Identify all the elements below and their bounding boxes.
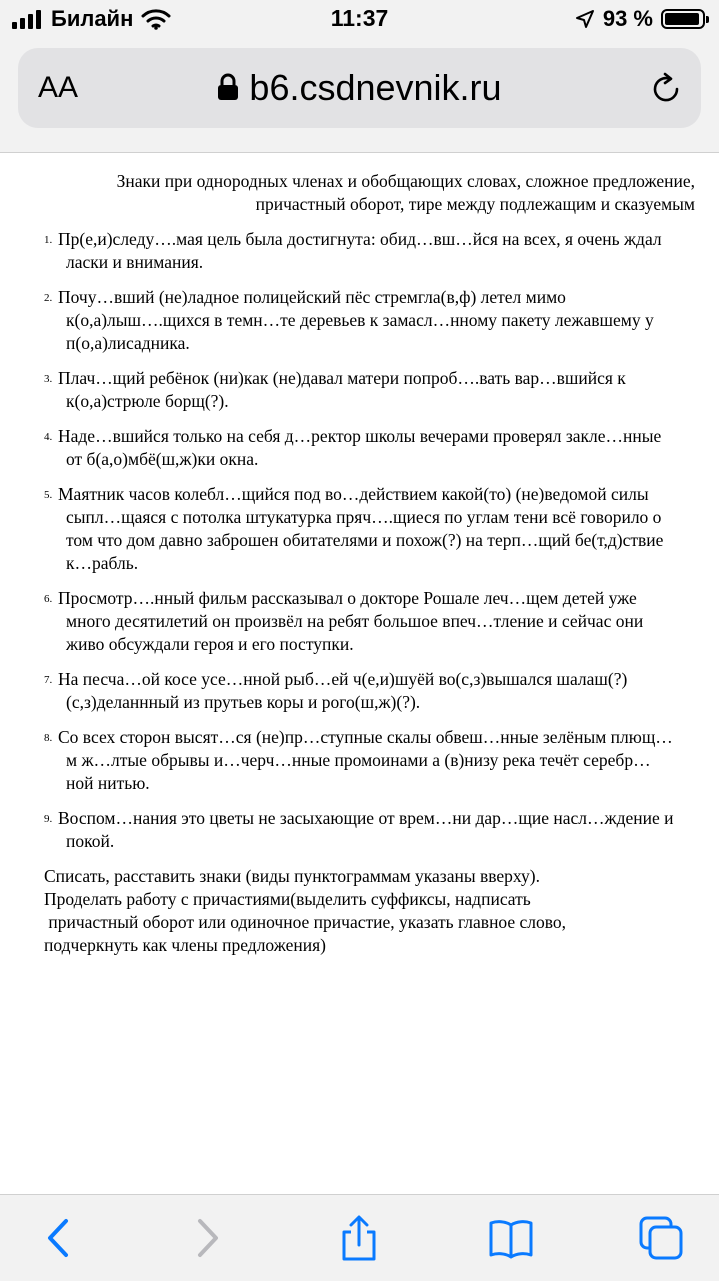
item-text: Со всех сторон высят…ся (не)пр…ступные скалы обвеш…нные зелёным плющ…м ж…лтые обрывы и…черч…нные промоинами а (в)низу река течёт серебр…ной нитью.: [58, 727, 673, 793]
document-title-line1: Знаки при однородных членах и обобщающих словах, сложное предложение,: [116, 171, 695, 191]
bottom-toolbar: [0, 1194, 719, 1281]
status-time: 11:37: [330, 5, 389, 31]
list-item: [0, 668, 719, 714]
text-size-label: AA: [38, 71, 79, 104]
item-text: Почу…вший (не)ладное полицейский пёс стремгла(в,ф) летел мимо к(о,а)лыш….щихся в темн…те деревьев к замасл…нному пакету лежавшему у п(о,а)лисадника.: [58, 287, 654, 353]
document: [0, 170, 719, 957]
url-text: b6.csdnevnik.ru: [249, 67, 502, 108]
document-title: [0, 170, 719, 216]
browser-top-bar: [0, 40, 719, 153]
tabs-icon[interactable]: [638, 1215, 684, 1261]
list-item: [0, 483, 719, 575]
list-item: [0, 726, 719, 795]
item-number: 1.: [44, 234, 53, 246]
item-number: 4.: [44, 431, 53, 443]
forward-icon[interactable]: [184, 1215, 230, 1261]
document-title-line2: причастный оборот, тире между подлежащим и сказуемым: [255, 194, 695, 214]
instruction-line: подчеркнуть как члены предложения): [44, 935, 326, 955]
instructions: [0, 865, 719, 957]
item-text: На песча…ой косе усе…нной рыб…ей ч(е,и)шуёй во(с,з)вышался шалаш(?) (с,з)деланнный из прутьев коры и рого(ш,ж)(?).: [58, 669, 628, 712]
lock-icon: [217, 73, 239, 101]
status-bar: [0, 0, 719, 40]
list-item: [0, 286, 719, 355]
reload-icon[interactable]: [649, 72, 683, 106]
back-icon[interactable]: [36, 1215, 82, 1261]
list-item: [0, 228, 719, 274]
item-number: 6.: [44, 593, 53, 605]
item-number: 8.: [44, 732, 53, 744]
instruction-line: Проделать работу с причастиями(выделить суффиксы, надписать: [44, 889, 531, 909]
item-number: 2.: [44, 292, 53, 304]
share-icon[interactable]: [336, 1215, 382, 1261]
item-text: Маятник часов колебл…щийся под во…действием какой(то) (не)ведомой силы сыпл…щаяся с потолка штукатурка пряч….щиеся по углам тени всё говорило о том что дом давно заброшен обитателями и похож(?) на терп…щий бе(т,д)ствие к…рабль.: [58, 484, 664, 573]
list-item: [0, 807, 719, 853]
item-number: 7.: [44, 674, 53, 686]
status-right: [575, 6, 705, 32]
list-item: [0, 425, 719, 471]
item-text: Воспом…нания это цветы не засыхающие от врем…ни дар…щие насл…ждение и покой.: [58, 808, 674, 851]
item-number: 3.: [44, 373, 53, 385]
url-field[interactable]: [18, 68, 701, 108]
item-number: 5.: [44, 489, 53, 501]
battery-percent: 93 %: [602, 6, 653, 31]
address-bar[interactable]: [18, 48, 701, 128]
instruction-line: Списать, расставить знаки (виды пунктограммам указаны вверху).: [44, 866, 540, 886]
location-icon: [575, 9, 595, 29]
battery-icon: [661, 9, 705, 29]
item-text: Пр(е,и)следу….мая цель была достигнута: обид…вш…йся на всех, я очень ждал ласки и внимания.: [58, 229, 662, 272]
item-text: Плач…щий ребёнок (ни)как (не)давал матери попроб….вать вар…вшийся к к(о,а)стрюле борщ(?).: [58, 368, 626, 411]
list-item: [0, 367, 719, 413]
item-number: 9.: [44, 813, 53, 825]
instruction-line: причастный оборот или одиночное причастие, указать главное слово,: [44, 912, 567, 932]
item-text: Наде…вшийся только на себя д…ректор школы вечерами проверял закле…нные от б(а,о)мбё(ш,ж)ки окна.: [58, 426, 662, 469]
list-item: [0, 587, 719, 656]
exercise-list: [0, 228, 719, 853]
item-text: Просмотр….нный фильм рассказывал о докторе Рошале леч…щем детей уже много десятилетий он произвёл на ребят большое впеч…тление и сейчас они живо обсуждали героя и его поступки.: [58, 588, 644, 654]
bookmarks-icon[interactable]: [488, 1215, 534, 1261]
carrier-name: Билайн: [51, 6, 134, 31]
